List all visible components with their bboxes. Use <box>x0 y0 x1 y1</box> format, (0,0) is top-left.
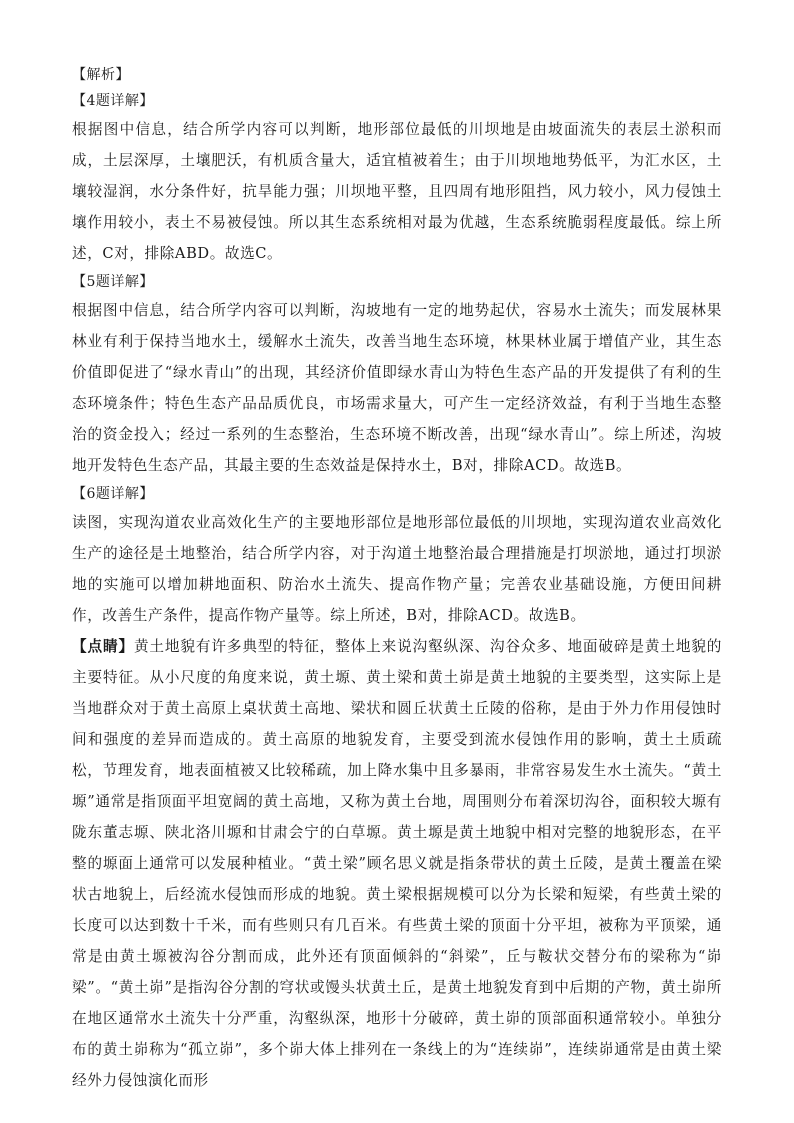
tip-text: 黄土地貌有许多典型的特征，整体上来说沟壑纵深、沟谷众多、地面破碎是黄土地貌的主要特征。从小尺度的角度来说，黄土塬、黄土梁和黄土峁是黄土地貌的主要类型，这实际上是当地群众对于黄土高原上桌状黄土高地、梁状和圆丘状黄土丘陵的俗称，是由于外力作用侵蚀时间和强度的差异而造成的。黄土高原的地貌发育，主要受到流水侵蚀作用的影响，黄土土质疏松，节理发育，地表面植被又比较稀疏，加上降水集中且多暴雨，非常容易发生水土流失。“黄土塬”通常是指顶面平坦宽阔的黄土高地，又称为黄土台地，周围则分布着深切沟谷，面积较大塬有陇东董志塬、陕北洛川塬和甘肃会宁的白草塬。黄土塬是黄土地貌中相对完整的地貌形态，在平整的塬面上通常可以发展种植业。“黄土梁”顾名思义就是指条带状的黄土丘陵，是黄土覆盖在梁状古地貌上，后经流水侵蚀而形成的地貌。黄土梁根据规模可以分为长梁和短梁，有些黄土梁的长度可以达到数十千米，而有些则只有几百米。有些黄土梁的顶面十分平坦，被称为平顶梁，通常是由黄土塬被沟谷分割而成，此外还有顶面倾斜的“斜梁”，丘与鞍状交替分布的梁称为“峁梁”。“黄土峁”是指沟谷分割的穹状或馒头状黄土丘，是黄土地貌发育到中后期的产物，黄土峁所在地区通常水土流失十分严重，沟壑纵深，地形十分破碎，黄土峁的顶部面积通常较小。单独分布的黄土峁称为“孤立峁”，多个峁大体上排列在一条线上的为“连续峁”，连续峁通常是由黄土梁经外力侵蚀演化而形 <box>72 638 722 1089</box>
tip-label: 【点睛】 <box>72 638 134 655</box>
q6-explanation: 读图，实现沟道农业高效化生产的主要地形部位是地形部位最低的川坝地，实现沟道农业高效化生产的途径是土地整治，结合所学内容，对于沟道土地整治最合理措施是打坝淤地，通过打坝淤地的实施可以增加耕地面积、防治水土流失、提高作物产量；完善农业基础设施，方便田间耕作，改善生产条件，提高作物产量等。综上所述，B对，排除ACD。故选B。 <box>72 514 722 624</box>
q4-explanation: 根据图中信息，结合所学内容可以判断，地形部位最低的川坝地是由坡面流失的表层土淤积而成，土层深厚，土壤肥沃，有机质含量大，适宜植被着生；由于川坝地地势低平，为汇水区，土壤较湿润，水分条件好，抗旱能力强；川坝地平整，且四周有地形阻挡，风力较小，风力侵蚀土壤作用较小，表土不易被侵蚀。所以其生态系统相对最为优越，生态系统脆弱程度最低。综上所述，C对，排除ABD。故选C。 <box>72 121 722 262</box>
q5-heading: 【5题详解】 <box>72 274 154 290</box>
q4-heading: 【4题详解】 <box>72 93 154 109</box>
document-page <box>72 62 722 1096</box>
q5-explanation: 根据图中信息，结合所学内容可以判断，沟坡地有一定的地势起伏，容易水土流失；而发展林果林业有利于保持当地水土，缓解水土流失，改善当地生态环境，林果林业属于增值产业，其生态价值即促进了“绿水青山”的出现，其经济价值即绿水青山为特色生态产品的开发提供了有利的生态环境条件；特色生态产品品质优良，市场需求量大，可产生一定经济效益，有利于当地生态整治的资金投入；经过一系列的生态整治，生态环境不断改善，出现“绿水青山”。综上所述，沟坡地开发特色生态产品，其最主要的生态效益是保持水土，B对，排除ACD。故选B。 <box>72 302 722 474</box>
analysis-heading: 【解析】 <box>72 67 130 83</box>
tip-paragraph <box>72 631 722 1096</box>
q6-heading: 【6题详解】 <box>72 486 154 502</box>
